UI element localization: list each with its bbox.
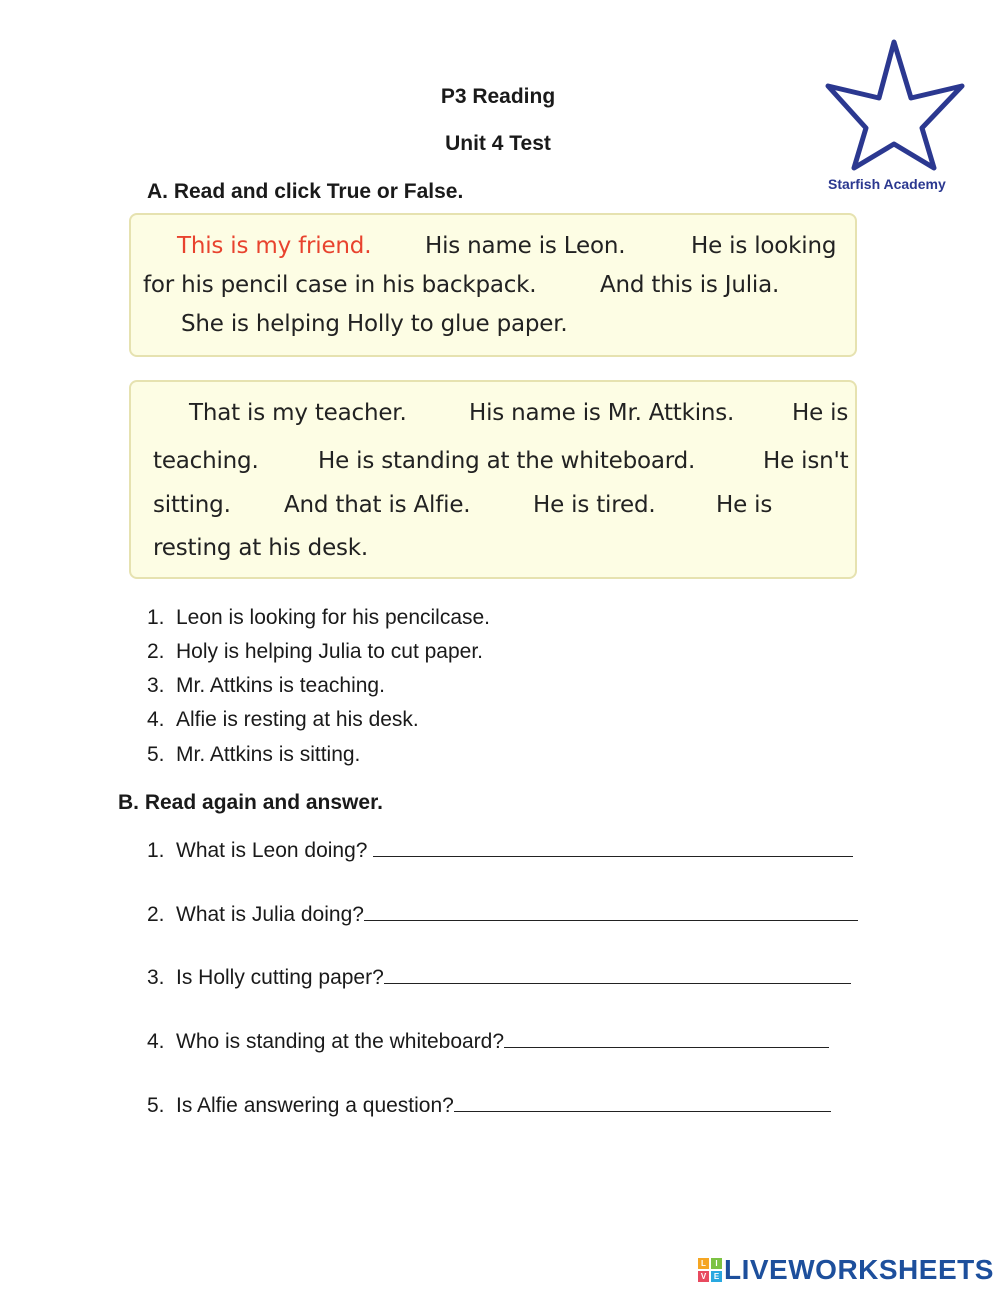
passage2-line2-b: He is standing at the whiteboard. [318, 448, 696, 474]
statement-item: 1. Leon is looking for his pencilcase. [147, 606, 491, 629]
passage-box-1 [129, 213, 857, 357]
statement-item: 5. Mr. Attkins is sitting. [147, 743, 361, 766]
star-icon [820, 36, 970, 171]
answer-line[interactable] [504, 1029, 829, 1048]
brand-text: LIVEWORKSHEETS [724, 1254, 994, 1285]
answer-line[interactable] [384, 965, 851, 984]
passage2-line3-a: sitting. [153, 492, 231, 518]
passage2-line3-d: He is [716, 492, 773, 518]
passage1-line3: She is helping Holly to glue paper. [181, 311, 568, 337]
logo-text: Starfish Academy [828, 176, 946, 192]
live-badge-icon: L I V E [698, 1258, 722, 1282]
page-subtitle: Unit 4 Test [445, 132, 551, 155]
passage1-line1-b: He is looking [691, 233, 837, 259]
passage2-line4: resting at his desk. [153, 535, 369, 561]
answer-line[interactable] [454, 1093, 831, 1112]
section-b-heading: B. Read again and answer. [118, 791, 383, 814]
statement-item: 4. Alfie is resting at his desk. [147, 708, 419, 731]
passage2-line3-c: He is tired. [533, 492, 656, 518]
question-item: 5. Is Alfie answering a question? [147, 1093, 831, 1118]
section-a-heading: A. Read and click True or False. [147, 180, 464, 203]
statement-item: 2. Holy is helping Julia to cut paper. [147, 640, 484, 663]
passage2-line3-b: And that is Alfie. [284, 492, 471, 518]
passage1-line2-b: And this is Julia. [600, 272, 780, 298]
question-item: 3. Is Holly cutting paper? [147, 965, 851, 990]
passage2-line1-b: His name is Mr. Attkins. [469, 400, 735, 426]
passage2-line2-c: He isn't [763, 448, 849, 474]
answer-line[interactable] [373, 838, 853, 857]
passage2-line2-a: teaching. [153, 448, 259, 474]
passage1-line1-a: His name is Leon. [425, 233, 626, 259]
question-item: 1. What is Leon doing? [147, 838, 853, 863]
page-title: P3 Reading [440, 85, 556, 108]
passage2-line1-a: That is my teacher. [189, 400, 407, 426]
passage1-line1-red: This is my friend. [177, 233, 372, 259]
answer-line[interactable] [364, 902, 858, 921]
statement-item: 3. Mr. Attkins is teaching. [147, 674, 385, 697]
passage1-line2-a: for his pencil case in his backpack. [143, 272, 537, 298]
question-item: 4. Who is standing at the whiteboard? [147, 1029, 829, 1054]
passage-box-2 [129, 380, 857, 579]
question-item: 2. What is Julia doing? [147, 902, 858, 927]
starfish-academy-logo [820, 36, 970, 196]
passage2-line1-c: He is [792, 400, 849, 426]
